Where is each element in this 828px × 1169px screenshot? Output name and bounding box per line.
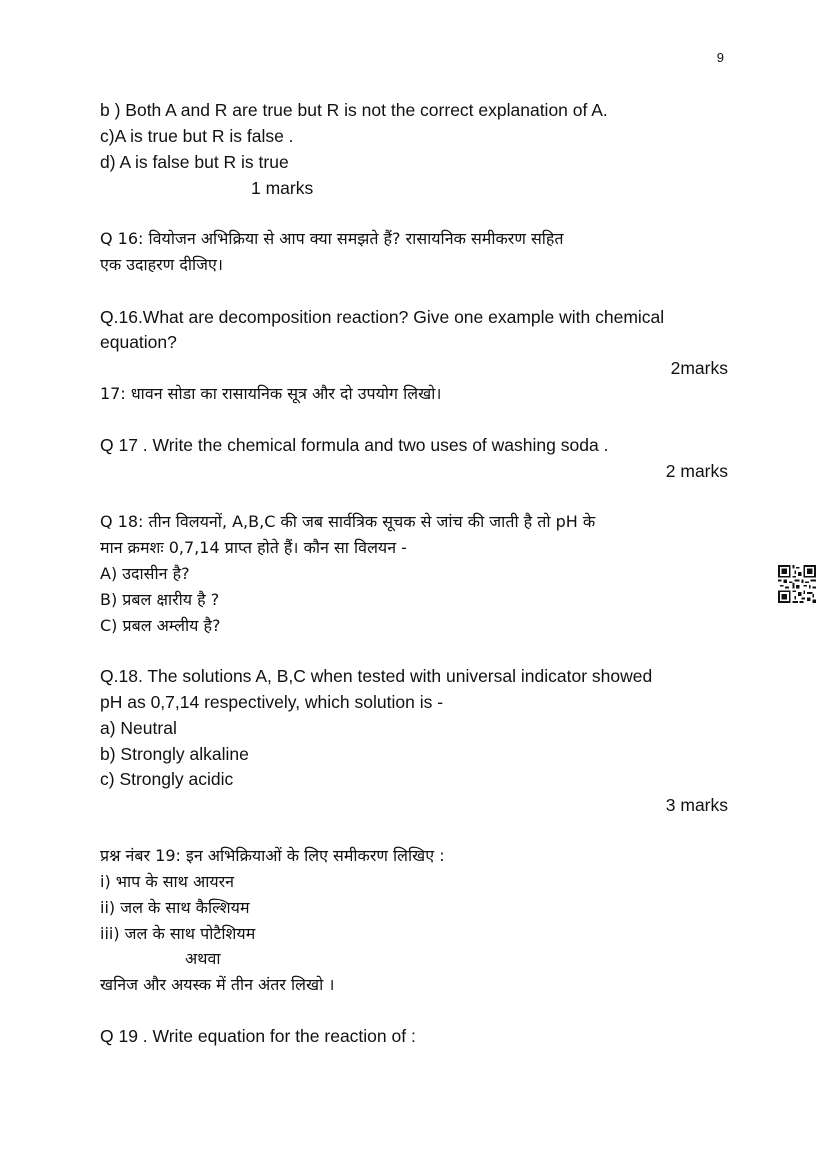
- q18-hindi-option-b: B) प्रबल क्षारीय है ?: [100, 590, 220, 609]
- q18-marks: 3 marks: [665, 795, 728, 815]
- q19-hindi-option-iii: iii) जल के साथ पोटैशियम: [100, 924, 256, 943]
- q18-english-option-b: b) Strongly alkaline: [100, 744, 249, 764]
- q18-hindi-line-2: मान क्रमशः 0,7,14 प्राप्त होते हैं। कौन सा विलयन -: [100, 538, 407, 557]
- page-number: 9: [716, 50, 724, 65]
- q18-english-line-2: pH as 0,7,14 respectively, which solution is -: [100, 692, 444, 712]
- q17-english: Q 17 . Write the chemical formula and two uses of washing soda .: [100, 435, 609, 455]
- q19-or-word: अथवा: [185, 949, 221, 968]
- q16-hindi-line-2: एक उदाहरण दीजिए।: [100, 255, 223, 274]
- q18-english-option-c: c) Strongly acidic: [100, 769, 234, 789]
- q18-english-option-a: a) Neutral: [100, 718, 177, 738]
- q19-english-line-1: Q 19 . Write equation for the reaction of :: [100, 1026, 416, 1046]
- q18-hindi-line-1: Q 18: तीन विलयनों, A,B,C की जब सार्वत्रिक सूचक से जांच की जाती है तो pH के: [100, 512, 596, 531]
- q15-option-b: b ) Both A and R are true but R is not the correct explanation of A.: [100, 100, 608, 120]
- q15-option-c: c)A is true but R is false .: [100, 126, 294, 146]
- q19-hindi-option-ii: ii) जल के साथ कैल्शियम: [100, 898, 250, 917]
- q16-english-line-1: Q.16.What are decomposition reaction? Give one example with chemical: [100, 307, 665, 327]
- q15-marks: 1 marks: [251, 178, 314, 198]
- q18-hindi-option-a: A) उदासीन है?: [100, 564, 190, 583]
- q15-option-d: d) A is false but R is true: [100, 152, 289, 172]
- q16-marks: 2marks: [670, 358, 728, 378]
- q17-hindi: 17: धावन सोडा का रासायनिक सूत्र और दो उपयोग लिखो।: [100, 384, 442, 403]
- q19-hindi-option-i: i) भाप के साथ आयरन: [100, 872, 235, 891]
- q17-marks: 2 marks: [665, 461, 728, 481]
- q16-english-line-2: equation?: [100, 332, 177, 352]
- q16-hindi-line-1: Q 16: वियोजन अभिक्रिया से आप क्या समझते हैं? रासायनिक समीकरण सहित: [100, 229, 564, 248]
- q19-hindi-line-1: प्रश्न नंबर 19: इन अभिक्रियाओं के लिए समीकरण लिखिए :: [100, 846, 445, 865]
- q18-hindi-option-c: C) प्रबल अम्लीय है?: [100, 616, 221, 635]
- q19-hindi-alternative: खनिज और अयस्क में तीन अंतर लिखो ।: [100, 975, 335, 994]
- qr-code-icon: [778, 565, 816, 603]
- q18-english-line-1: Q.18. The solutions A, B,C when tested with universal indicator showed: [100, 666, 653, 686]
